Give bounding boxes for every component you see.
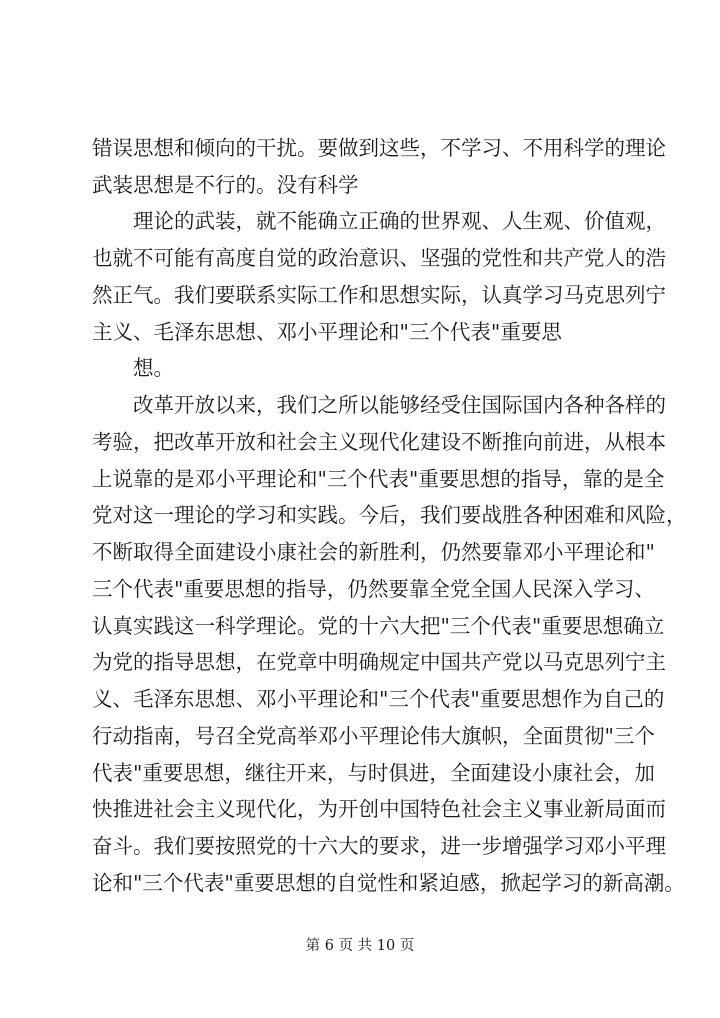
text-line: 为党的指导思想，在党章中明确规定中国共产党以马克思列宁主 xyxy=(92,650,666,674)
text-line: 也就不可能有高度自觉的政治意识、坚强的党性和共产党人的浩 xyxy=(92,246,666,270)
text-line: 不断取得全面建设小康社会的新胜利，仍然要靠邓小平理论和" xyxy=(92,540,655,564)
text-line: 理论的武装，就不能确立正确的世界观、人生观、价值观， xyxy=(133,209,666,233)
text-line: 改革开放以来，我们之所以能够经受住国际国内各种各样的 xyxy=(133,393,666,417)
text-line: 想。 xyxy=(133,356,174,380)
text-line: 行动指南，号召全党高举邓小平理论伟大旗帜，全面贯彻"三个 xyxy=(92,724,655,748)
text-line: 错误思想和倾向的干扰。要做到这些，不学习、不用科学的理论 xyxy=(92,136,666,160)
text-line: 代表"重要思想，继往开来，与时俱进，全面建设小康社会，加 xyxy=(92,761,655,785)
text-line: 义、毛泽东思想、邓小平理论和"三个代表"重要思想作为自己的 xyxy=(92,687,665,711)
text-line: 考验，把改革开放和社会主义现代化建设不断推向前进，从根本 xyxy=(92,430,666,454)
text-line: 然正气。我们要联系实际工作和思想实际，认真学习马克思列宁 xyxy=(92,283,666,307)
text-line: 上说靠的是邓小平理论和"三个代表"重要思想的指导，靠的是全 xyxy=(92,467,665,491)
text-line: 奋斗。我们要按照党的十六大的要求，进一步增强学习邓小平理 xyxy=(92,834,666,858)
page-number-footer: 第 6 页 共 10 页 xyxy=(305,938,415,954)
text-line: 快推进社会主义现代化，为开创中国特色社会主义事业新局面而 xyxy=(92,797,666,821)
text-line: 主义、毛泽东思想、邓小平理论和"三个代表"重要思 xyxy=(92,320,562,344)
text-line: 认真实践这一科学理论。党的十六大把"三个代表"重要思想确立 xyxy=(92,614,665,638)
text-line: 三个代表"重要思想的指导，仍然要靠全党全国人民深入学习、 xyxy=(92,577,655,601)
text-line: 武装思想是不行的。没有科学 xyxy=(92,173,359,197)
text-line: 论和"三个代表"重要思想的自觉性和紧迫感，掀起学习的新高潮。 xyxy=(92,871,685,895)
text-line: 党对这一理论的学习和实践。今后，我们要战胜各种困难和风险， xyxy=(92,503,687,527)
